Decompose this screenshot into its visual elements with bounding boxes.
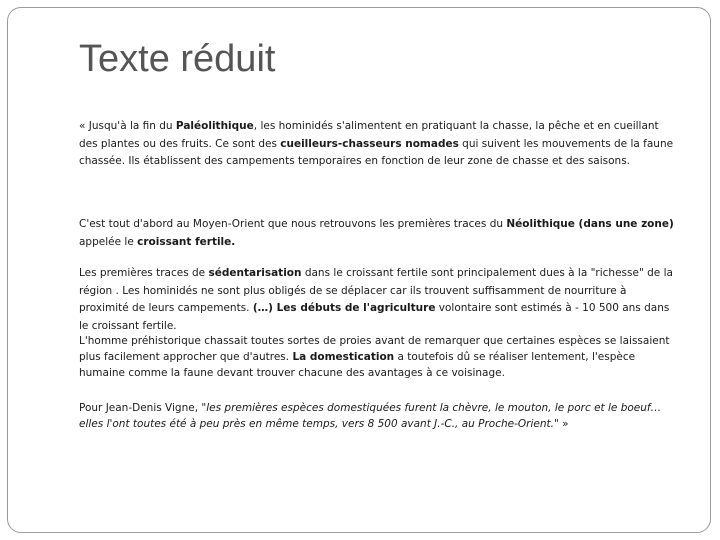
- text-segment: volontaire sont estimés à - 10 500 ans dans le croissant fertile.: [79, 302, 670, 332]
- bold-term-domestication: La domestication: [292, 351, 395, 363]
- text-segment: dans le croissant fertile sont principalement dues à la "richesse" de la région . Les hominidés ne sont plus obligés de se déplacer car ils trouvent suffisamment de nourriture à proximité de leurs campements.: [79, 267, 673, 314]
- text-segment: Pour Jean-Denis Vigne, ": [79, 402, 207, 414]
- slide-title: Texte réduit: [79, 38, 276, 80]
- bold-term-cueilleurs-chasseurs: cueilleurs-chasseurs nomades: [280, 137, 459, 150]
- bold-term-croissant-fertile: croissant fertile.: [137, 235, 236, 248]
- text-segment: « Jusqu'à la fin du: [79, 120, 176, 132]
- paragraph-sedentarisation: [79, 265, 679, 335]
- text-segment: qui suivent les mouvements de la faune chassée. Ils établissent des campements temporaires en fonction de leur zone de chasse et des saisons.: [79, 137, 674, 167]
- bold-term-sedentarisation: sédentarisation: [208, 267, 302, 279]
- paragraph-neolithic: [79, 216, 679, 251]
- text-segment: , les hominidés s'alimentent en pratiquant la chasse, la pêche et en cueillant des plantes ou des fruits. Ce sont des: [79, 120, 659, 150]
- text-segment: L'homme préhistorique chassait toutes sortes de proies avant de remarquer que certaines espèces se laissaient plus facilement approcher que d'autres.: [79, 335, 670, 363]
- paragraph-domestication: [79, 333, 679, 381]
- bold-term-paleolithique: Paléolithique: [175, 120, 254, 132]
- text-segment: C'est tout d'abord au Moyen-Orient que nous retrouvons les premières traces du: [79, 218, 507, 230]
- bold-term-agriculture: (…) Les débuts de l'agriculture: [252, 302, 436, 314]
- bold-term-neolithique: Néolithique (dans une zone): [506, 218, 674, 230]
- text-segment: Les premières traces de: [79, 267, 209, 279]
- paragraph-quote-vigne: [79, 400, 679, 432]
- text-segment: a toutefois dû se réaliser lentement, l'espèce humaine comme la faune devant trouver chacune des avantages à ce voisinage.: [79, 351, 636, 379]
- paragraph-paleolithic: [79, 118, 679, 171]
- text-segment: " »: [553, 418, 569, 430]
- italic-quote: les premières espèces domestiquées furent la chèvre, le mouton, le porc et le boeuf… elles l'ont toutes été à peu près en même temps, vers 8 500 avant J.-C., au Proche-Orient.: [79, 402, 662, 430]
- text-segment: appelée le: [79, 235, 138, 248]
